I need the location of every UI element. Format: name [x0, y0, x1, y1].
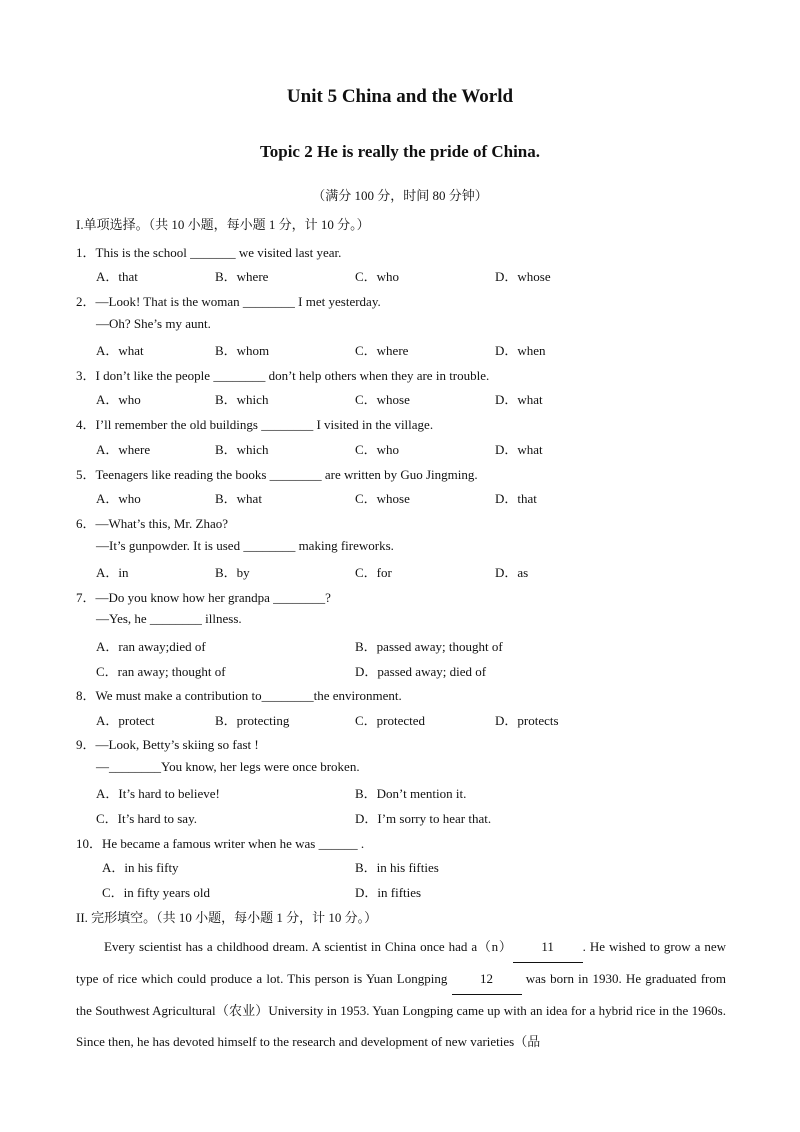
- question-6-text: 6．—What’s this, Mr. Zhao?: [76, 516, 229, 531]
- question-7-reply: —Yes, he ________ illness.: [96, 611, 242, 626]
- q5-option-d: D．that: [495, 491, 537, 506]
- question-5-text: 5．Teenagers like reading the books ________ are written by Guo Jingming.: [76, 467, 478, 482]
- q9-option-a: A．It’s hard to believe!: [96, 786, 220, 801]
- q6-option-d: D．as: [495, 565, 529, 580]
- q7-option-a: A．ran away;died of: [96, 639, 206, 654]
- question-4-text: 4．I’ll remember the old buildings ________ I visited in the village.: [76, 417, 434, 432]
- question-2-reply: —Oh? She’s my aunt.: [96, 316, 211, 331]
- q7-option-b: B．passed away; thought of: [355, 639, 503, 654]
- blank-12: 12: [452, 963, 522, 995]
- q4-option-a: A．where: [96, 442, 151, 457]
- q8-option-a: A．protect: [96, 713, 155, 728]
- q8-option-c: C．protected: [355, 713, 426, 728]
- q3-option-b: B．which: [215, 392, 269, 407]
- passage-segment-3: was born in 1930. He graduated from the Southwest Agricultural（农业）University in 1953. Yuan Longping came up with an idea for a hybrid rice in the 1960s. Since then, he has devoted himself to the research and development of new varieties（品: [76, 971, 727, 1049]
- q7-option-d: D．passed away; died of: [355, 664, 487, 679]
- question-10-text: 10．He became a famous writer when he was ______ .: [76, 836, 365, 851]
- q6-option-b: B．by: [215, 565, 250, 580]
- cloze-passage: [76, 931, 726, 1057]
- passage-segment-2: . He wished to grow a new type of rice which could produce a lot. This person is Yuan Longping: [76, 939, 726, 986]
- q1-option-d: D．whose: [495, 269, 551, 284]
- question-9-reply: —________You know, her legs were once broken.: [96, 759, 360, 774]
- q2-option-b: B．whom: [215, 343, 270, 358]
- q7-option-c: C．ran away; thought of: [96, 664, 226, 679]
- q5-option-c: C．whose: [355, 491, 410, 506]
- question-7-text: 7．—Do you know how her grandpa ________?: [76, 590, 331, 605]
- topic-title: Topic 2 He is really the pride of China.: [259, 142, 541, 161]
- q4-option-c: C．who: [355, 442, 400, 457]
- q2-option-d: D．when: [495, 343, 546, 358]
- q3-option-a: A．who: [96, 392, 141, 407]
- question-8-text: 8．We must make a contribution to________the environment.: [76, 688, 402, 703]
- q2-option-a: A．what: [96, 343, 144, 358]
- section1-heading: I.单项选择。（共 10 小题，每小题 1 分，计 10 分。）: [76, 217, 370, 232]
- q1-option-a: A．that: [96, 269, 138, 284]
- blank-11: 11: [513, 931, 583, 963]
- q1-option-b: B．where: [215, 269, 269, 284]
- q9-option-b: B．Don’t mention it.: [355, 786, 467, 801]
- q6-option-c: C．for: [355, 565, 392, 580]
- score-note: （满分 100 分，时间 80 分钟）: [312, 188, 488, 203]
- question-9-text: 9．—Look, Betty’s skiing so fast !: [76, 737, 259, 752]
- q9-option-c: C．It’s hard to say.: [96, 811, 197, 826]
- q6-option-a: A．in: [96, 565, 129, 580]
- q10-option-c: C．in fifty years old: [102, 885, 210, 900]
- q3-option-c: C．whose: [355, 392, 410, 407]
- q9-option-d: D．I’m sorry to hear that.: [355, 811, 492, 826]
- q8-option-b: B．protecting: [215, 713, 290, 728]
- q3-option-d: D．what: [495, 392, 543, 407]
- q10-option-b: B．in his fifties: [355, 860, 439, 875]
- unit-title: Unit 5 China and the World: [286, 86, 514, 107]
- question-3-text: 3．I don’t like the people ________ don’t help others when they are in trouble.: [76, 368, 490, 383]
- q4-option-b: B．which: [215, 442, 269, 457]
- question-2-text: 2．—Look! That is the woman ________ I met yesterday.: [76, 294, 381, 309]
- question-6-reply: —It’s gunpowder. It is used ________ making fireworks.: [96, 538, 394, 553]
- q1-option-c: C．who: [355, 269, 400, 284]
- q2-option-c: C．where: [355, 343, 409, 358]
- q5-option-a: A．who: [96, 491, 141, 506]
- q4-option-d: D．what: [495, 442, 543, 457]
- q10-option-d: D．in fifties: [355, 885, 422, 900]
- q5-option-b: B．what: [215, 491, 262, 506]
- q10-option-a: A．in his fifty: [102, 860, 179, 875]
- section2-heading: II. 完形填空。（共 10 小题，每小题 1 分，计 10 分。）: [76, 910, 378, 925]
- q8-option-d: D．protects: [495, 713, 559, 728]
- passage-segment-1: Every scientist has a childhood dream. A scientist in China once had a（n）: [104, 939, 513, 954]
- question-1-text: 1．This is the school _______ we visited last year.: [76, 245, 342, 260]
